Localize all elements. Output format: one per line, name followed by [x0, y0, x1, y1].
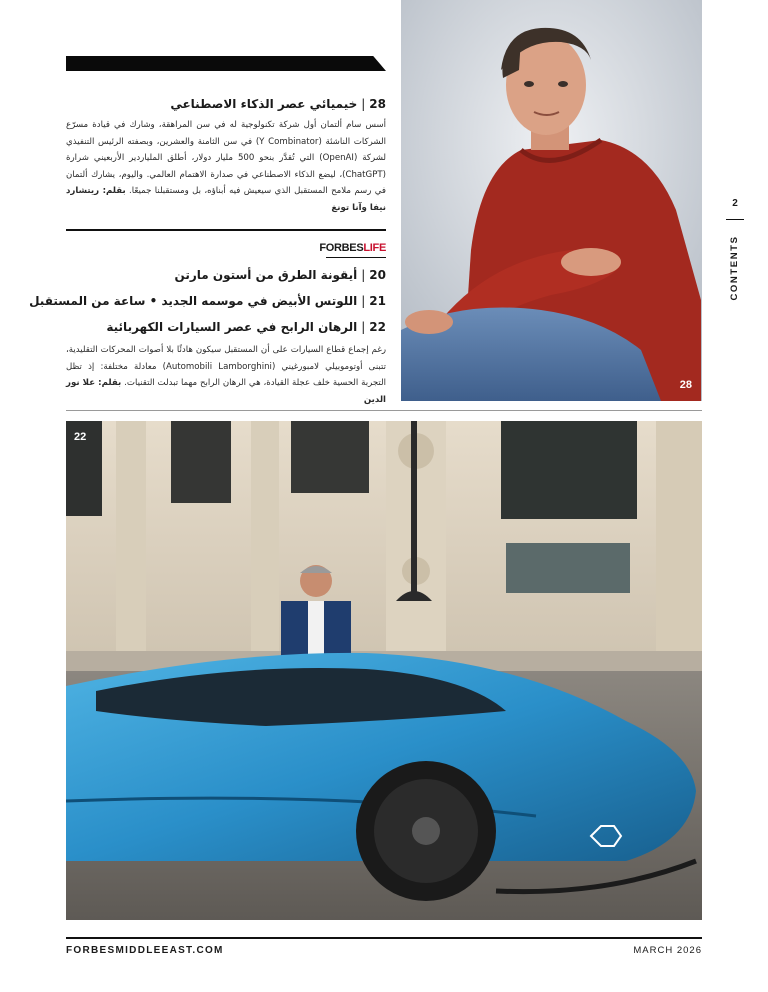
list-item[interactable] — [66, 314, 386, 340]
item-page-number: 22 — [369, 320, 386, 334]
item-title: أيقونة الطرق من أستون مارتن — [174, 268, 358, 282]
item-page-number: 21 — [369, 294, 386, 308]
separator: | — [361, 320, 366, 334]
feature-title: خيميائي عصر الذكاء الاصطناعي — [170, 97, 358, 111]
feature-byline: بقلم: ريتشارد نيفا وآنا تونغ — [66, 186, 386, 213]
car-illustration — [66, 421, 702, 920]
item22-body — [66, 342, 386, 408]
item22-body-text: رغم إجماع قطاع السيارات على أن المستقبل سيكون هادئًا بلا أصوات المحركات التقليدية، تتبنى أوتوموبيلي لامبورغيني (Automobili Lamborghini) معادلة مختلفة: إذ تظل التجربة الحسية خلف عجلة القيادة، هي الرهان الرابح مهما تبدلت التقنيات. — [66, 345, 387, 389]
item-page-number: 20 — [369, 268, 386, 282]
section-divider — [66, 229, 386, 231]
feature-page-number: 28 — [369, 97, 386, 111]
issue-date: MARCH 2026 — [633, 945, 702, 956]
portrait-page-number: 28 — [679, 379, 692, 391]
portrait-photo[interactable] — [401, 0, 702, 401]
brand-text: FORBES — [319, 242, 364, 254]
feature-block — [66, 95, 386, 217]
brand-accent-text: LIFE — [363, 242, 386, 254]
footer-divider — [66, 937, 702, 939]
separator: | — [361, 97, 366, 111]
feature-body — [66, 117, 386, 217]
feature-headline[interactable] — [66, 95, 386, 113]
logo-underline — [326, 257, 386, 258]
contents-list — [29, 262, 387, 408]
item22-byline: بقلم: علا نور الدين — [66, 378, 386, 405]
page-number: 2 — [732, 198, 738, 209]
car-page-number: 22 — [74, 431, 87, 443]
contents-label: CONTENTS — [729, 235, 740, 301]
list-item[interactable] — [29, 288, 386, 314]
side-divider — [726, 219, 744, 220]
car-photo[interactable] — [66, 421, 702, 920]
portrait-illustration — [401, 0, 702, 401]
website-link[interactable]: FORBESMIDDLEEAST.COM — [66, 945, 224, 956]
item-title: الرهان الرابح في عصر السيارات الكهربائية — [106, 320, 358, 334]
separator: | — [361, 294, 366, 308]
item-title: اللوتس الأبيض في موسمه الجديد • ساعة من المستقبل — [29, 294, 358, 308]
forbes-life-logo — [66, 242, 386, 254]
header-bar — [66, 56, 386, 71]
list-item[interactable] — [66, 262, 386, 288]
separator: | — [361, 268, 366, 282]
feature-body-text: أسس سام ألتمان أول شركة تكنولوجية له في سن المراهقة، وشارك في قيادة مسرّع الشركات الناشئة (Y Combinator) في سن الثامنة والعشرين، وبصفته الرئيس التنفيذي لشركة (OpenAI) التي تُقدَّر بنحو 500 مليار دولار، أطلق الملياردير الأربعيني شرارة (ChatGPT)، ليضع الذكاء الاصطناعي في صدارة الاهتمام العالمي. واليوم، يشارك ألتمان في رسم ملامح المستقبل الذي سيعيش فيه أبناؤه، بل ومستقبلنا جميعًا. — [66, 120, 386, 197]
middle-divider — [66, 410, 702, 411]
